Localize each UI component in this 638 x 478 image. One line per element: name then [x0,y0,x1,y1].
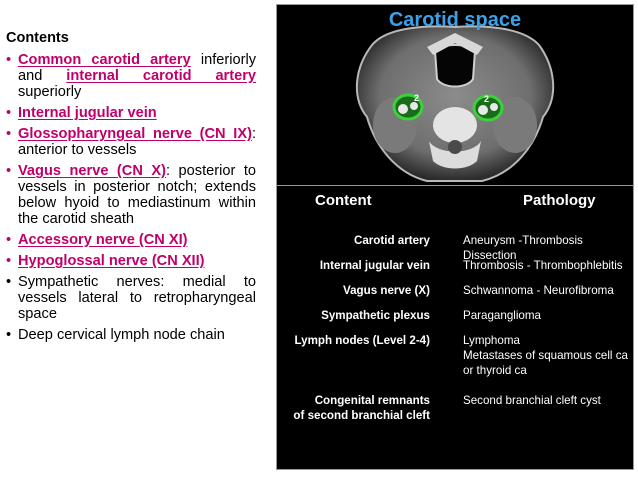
pathology-cell: Second branchial cleft cyst [463,394,601,407]
item-text: : anterior to vessels [18,126,256,158]
item-text: Sympathetic nerves: medial to vessels lateral to retropharyngeal space [18,274,256,322]
highlighted-term: Internal jugular vein [18,105,157,121]
ct-scan-image [277,5,634,185]
vertebral-body [433,107,477,143]
structure-cell: Internal jugular vein [319,259,430,272]
highlighted-term: internal carotid artery [66,68,257,84]
contents-item [6,105,256,121]
item-text: : posterior to vessels in posterior notch; extends below hyoid to mediastinum within the carotid sheath [18,163,256,227]
contents-list [6,52,256,343]
left-carotid-space [394,93,422,119]
contents-item [6,327,256,343]
pathology-cell: Schwannoma - Neurofibroma [463,284,614,297]
scan-marker-left: 2 [414,93,420,103]
table-divider [277,185,633,186]
structure-cell: Congenital remnants of second branchial cleft [293,394,430,422]
highlighted-term: Accessory nerve (CN XI) [18,232,188,248]
airway [435,45,475,87]
contents-panel [6,30,256,348]
highlighted-term: Vagus nerve (CN X) [18,163,166,179]
figure-title: Carotid space [388,9,522,31]
contents-heading: Contents [6,30,69,46]
pathology-cell: Lymphoma Metastases of squamous cell ca or thyroid ca [463,334,628,377]
table-header-content: Content [315,192,372,209]
contents-item [6,253,256,269]
contents-item [6,163,256,227]
pathology-cell: Paraganglioma [463,309,541,322]
structure-cell: Carotid artery [353,234,430,247]
table-header-pathology: Pathology [523,192,596,209]
structure-cell: Lymph nodes (Level 2-4) [294,334,430,347]
pathology-cell: Thrombosis - Thrombophlebitis [463,259,623,272]
scan-marker-right: 2 [484,94,490,104]
highlighted-term: Common carotid artery [18,52,191,68]
contents-item [6,274,256,322]
carotid-space-figure [276,4,634,470]
contents-item [6,232,256,248]
contents-item [6,52,256,100]
highlighted-term: Hypoglossal nerve (CN XII) [18,253,205,269]
right-carotid-space [474,94,502,120]
spinal-canal [448,140,462,154]
highlighted-term: Glossopharyngeal nerve (CN IX) [18,126,252,142]
structure-cell: Vagus nerve (X) [343,284,430,297]
pathology-cell: Aneurysm -Thrombosis Dissection [463,234,583,262]
item-text: superiorly [18,84,82,100]
contents-item [6,126,256,158]
item-text: Deep cervical lymph node chain [18,327,225,343]
item-text: inferiorly and [18,52,256,84]
structure-cell: Sympathetic plexus [321,309,430,322]
